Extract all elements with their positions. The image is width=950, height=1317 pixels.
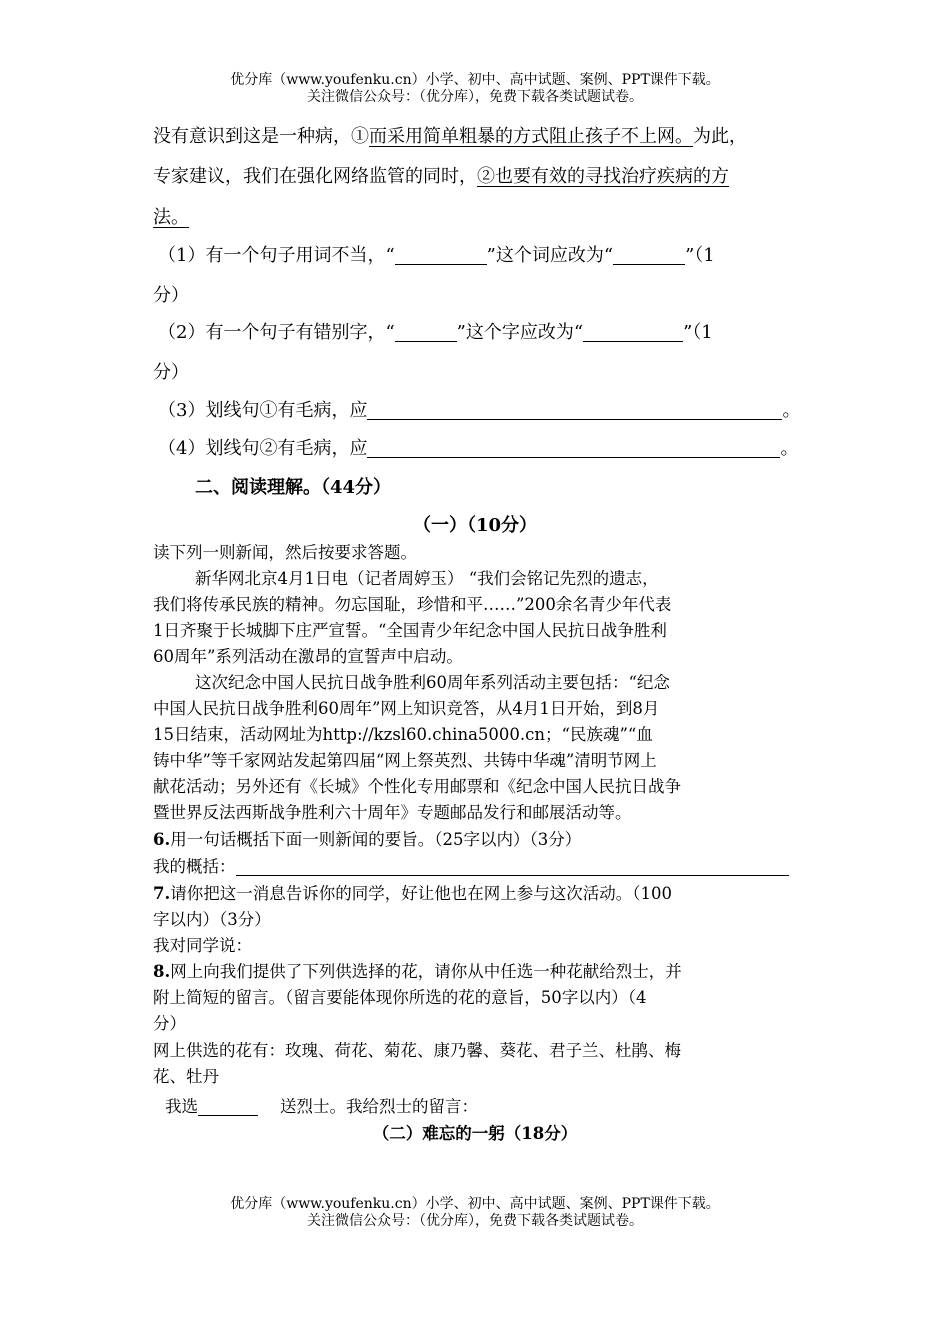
news-line: 铸中华”等千家网站发起第四届“网上祭英烈、共铸中华魂”清明节网上 [153, 751, 657, 770]
passage-line-3: 法。 [153, 207, 189, 228]
question-7-answer-label: 我对同学说： [153, 936, 252, 955]
page-header [0, 72, 950, 106]
passage-line-1: 没有意识到这是一种病，①而采用简单粗暴的方式阻止孩子不上网。为此， [153, 126, 747, 147]
answer-blank[interactable] [395, 323, 457, 342]
page-footer [0, 1196, 950, 1230]
answer-blank[interactable] [367, 439, 780, 458]
news-line: 15日结束，活动网址为http://kzsl60.china5000.cn；“民族魂”“血 [153, 725, 653, 744]
footer-line-2: 关注微信公众号：（优分库），免费下载各类试题试卷。 [307, 1213, 643, 1229]
question-6-answer: 我的概括： [153, 853, 789, 877]
news-line: 中国人民抗日战争胜利60周年”网上知识竞答，从4月1日开始，到8月 [153, 699, 660, 718]
reading-instruction: 读下列一则新闻，然后按要求答题。 [153, 543, 417, 562]
question-7: 7.请你把这一消息告诉你的同学，好让他也在网上参与这次活动。（100 [153, 884, 672, 903]
news-line: 新华网北京4月1日电（记者周婷玉） “我们会铭记先烈的遗志， [195, 569, 659, 588]
underlined-sentence-1: 而采用简单粗暴的方式阻止孩子不上网。 [369, 126, 693, 147]
question-1-points: 分） [153, 285, 189, 306]
question-1: （1）有一个句子用词不当，“ ”这个词应改为“ ”（1 [158, 245, 715, 266]
question-8-points: 分） [153, 1014, 186, 1033]
flower-options: 网上供选的花有：玫瑰、荷花、菊花、康乃馨、葵花、君子兰、杜鹃、梅 [153, 1041, 681, 1060]
question-2: （2）有一个句子有错别字，“ ”这个字应改为“ ”（1 [158, 322, 713, 343]
answer-blank[interactable] [583, 323, 683, 342]
news-line: 1日齐聚于长城脚下庄严宣誓。“全国青少年纪念中国人民抗日战争胜利 [153, 621, 667, 640]
question-8-cont: 附上简短的留言。（留言要能体现你所选的花的意旨，50字以内）（4 [153, 988, 647, 1007]
underlined-sentence-2: ②也要有效的寻找治疗疾病的方 [477, 166, 729, 187]
news-line: 献花活动；另外还有《长城》个性化专用邮票和《纪念中国人民抗日战争 [153, 777, 681, 796]
news-line: 我们将传承民族的精神。勿忘国耻，珍惜和平……”200余名青少年代表 [153, 595, 672, 614]
part-title: （一）（10分） [412, 515, 538, 536]
section-title: 二、阅读理解。（44分） [195, 477, 392, 498]
question-7-cont: 字以内）（3分） [153, 910, 271, 929]
answer-blank[interactable] [198, 1097, 258, 1116]
question-3: （3）划线句①有毛病，应 。 [158, 400, 801, 421]
question-8: 8.网上向我们提供了下列供选择的花，请你从中任选一种花献给烈士，并 [153, 962, 682, 981]
part-title: （二）难忘的一躬（18分） [372, 1124, 578, 1143]
header-line-2: 关注微信公众号：（优分库），免费下载各类试题试卷。 [307, 89, 643, 105]
news-line: 这次纪念中国人民抗日战争胜利60周年系列活动主要包括：“纪念 [195, 673, 670, 692]
question-6: 6.用一句话概括下面一则新闻的要旨。（25字以内）（3分） [153, 830, 582, 849]
flower-choice: 我选 送烈士。我给烈士的留言： [165, 1097, 478, 1116]
passage-line-2: 专家建议，我们在强化网络监管的同时，②也要有效的寻找治疗疾病的方 [153, 166, 729, 187]
news-line: 暨世界反法西斯战争胜利六十周年》专题邮品发行和邮展活动等。 [153, 803, 632, 822]
footer-line-1: 优分库（www.youfenku.cn）小学、初中、高中试题、案例、PPT课件下载。 [230, 1196, 720, 1212]
answer-blank[interactable] [395, 246, 487, 265]
question-4: （4）划线句②有毛病，应 。 [158, 438, 799, 459]
header-line-1: 优分库（www.youfenku.cn）小学、初中、高中试题、案例、PPT课件下载。 [230, 72, 720, 88]
answer-blank[interactable] [236, 857, 789, 876]
answer-blank[interactable] [613, 246, 685, 265]
flower-options-cont: 花、牡丹 [153, 1067, 219, 1086]
answer-blank[interactable] [367, 401, 782, 420]
news-line: 60周年”系列活动在激昂的宣誓声中启动。 [153, 647, 463, 666]
question-2-points: 分） [153, 362, 189, 383]
